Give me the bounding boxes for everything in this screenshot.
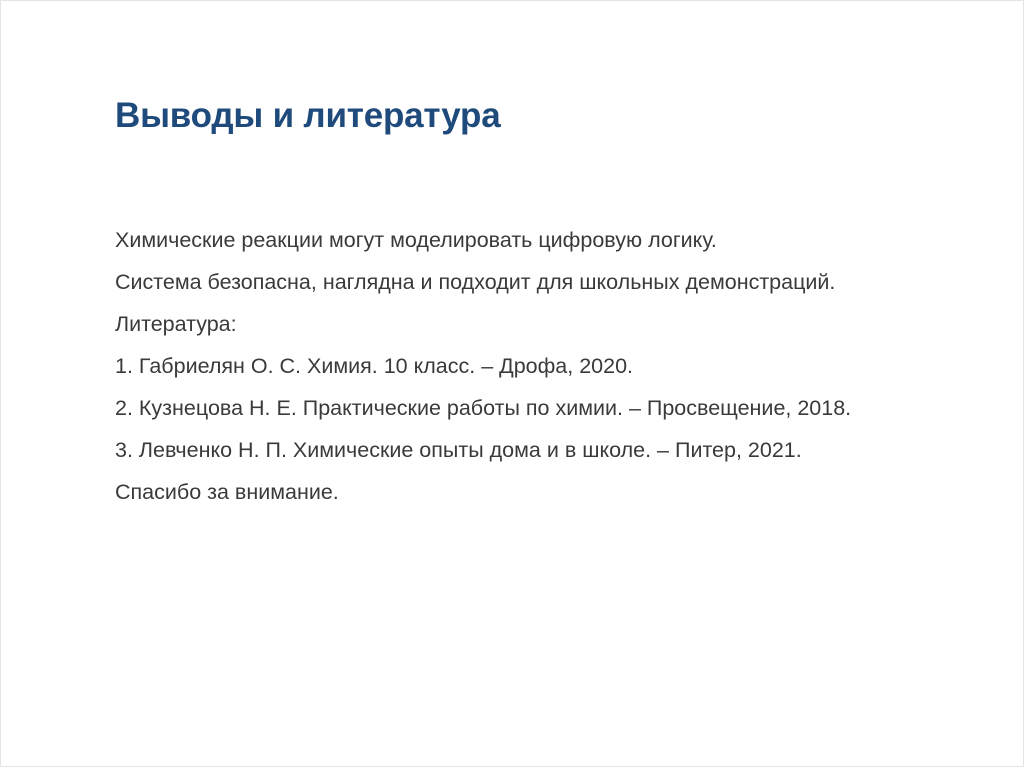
reference-item: 2. Кузнецова Н. Е. Практические работы по химии. – Просвещение, 2018. (115, 396, 852, 420)
conclusion-paragraph: Химические реакции могут моделировать цифровую логику. (115, 228, 717, 252)
slide-title: Выводы и литература (115, 96, 501, 135)
closing-text: Спасибо за внимание. (115, 480, 339, 504)
conclusion-paragraph: Система безопасна, наглядна и подходит для школьных демонстраций. (115, 270, 836, 294)
reference-item: 1. Габриелян О. С. Химия. 10 класс. – Дрофа, 2020. (115, 354, 634, 378)
reference-item: 3. Левченко Н. П. Химические опыты дома и в школе. – Питер, 2021. (115, 438, 802, 462)
slide-body (115, 223, 905, 517)
references-heading: Литература: (115, 312, 237, 336)
